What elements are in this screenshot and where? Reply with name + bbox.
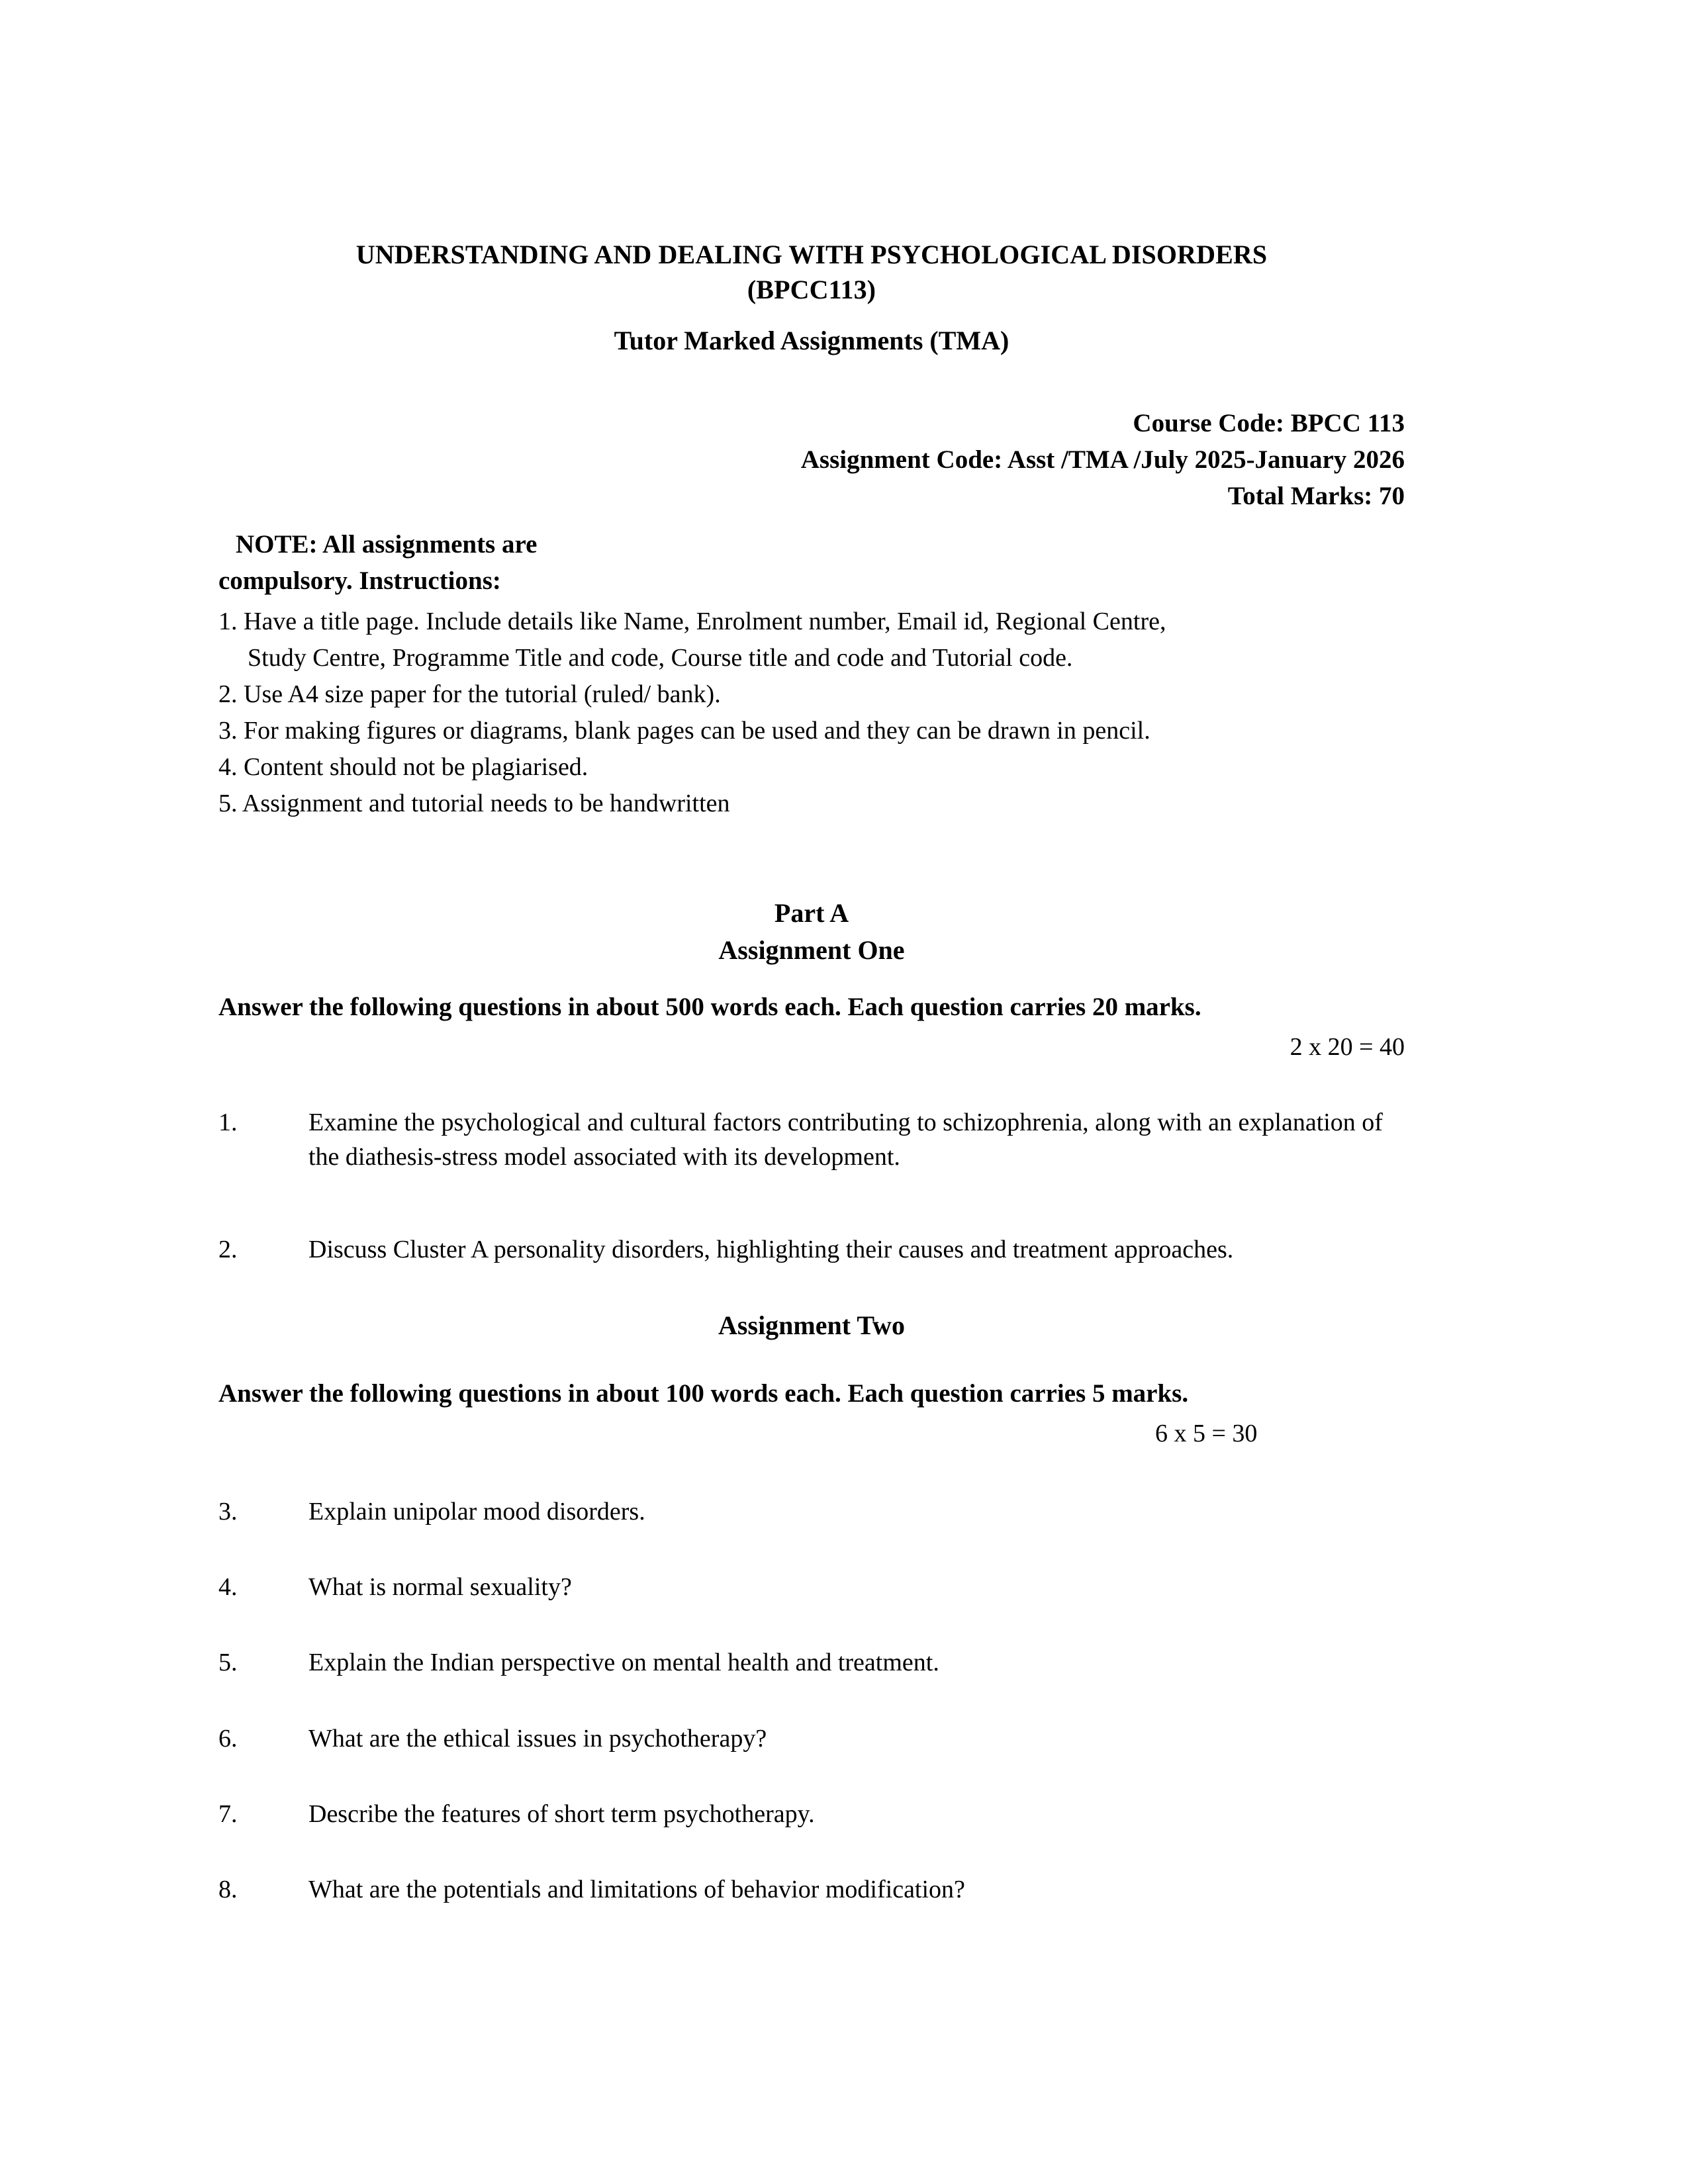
page-title-line1: UNDERSTANDING AND DEALING WITH PSYCHOLOGICAL DISORDERS xyxy=(355,240,1268,269)
part-a-heading xyxy=(218,895,1405,969)
question-text: Explain unipolar mood disorders. xyxy=(308,1498,645,1525)
question-item xyxy=(218,1105,1405,1174)
instruction-item-1: 1. Have a title page. Include details like Name, Enrolment number, Email id, Regional Centre, xyxy=(218,608,1166,635)
question-text: What is normal sexuality? xyxy=(308,1573,572,1601)
instruction-item-4: 4. Content should not be plagiarised. xyxy=(218,753,588,781)
course-code-block xyxy=(218,405,1405,514)
instruction-item-3: 3. For making figures or diagrams, blank pages can be used and they can be drawn in pencil. xyxy=(218,717,1150,745)
note-block xyxy=(218,526,1405,599)
instruction-item-2: 2. Use A4 size paper for the tutorial (ruled/ bank). xyxy=(218,680,721,708)
question-number: 5. xyxy=(218,1649,238,1676)
question-item xyxy=(218,1232,1405,1267)
question-item xyxy=(218,1797,1405,1831)
question-text: Examine the psychological and cultural factors contributing to schizophrenia, along with an explanation of the diathesis-stress model associated with its development. xyxy=(308,1109,1383,1171)
page-title xyxy=(218,237,1405,307)
question-text: Describe the features of short term psychotherapy. xyxy=(308,1800,815,1828)
question-number: 2. xyxy=(218,1236,238,1263)
question-item xyxy=(218,1570,1405,1604)
assignment-one-instruction: Answer the following questions in about 500 words each. Each question carries 20 marks. xyxy=(218,993,1201,1021)
question-item xyxy=(218,1645,1405,1680)
page-subtitle: Tutor Marked Assignments (TMA) xyxy=(614,326,1009,355)
instructions-list xyxy=(218,604,1405,822)
question-number: 3. xyxy=(218,1498,238,1525)
assignment-code: Assignment Code: Asst /TMA /July 2025-January 2026 xyxy=(800,445,1405,474)
question-number: 7. xyxy=(218,1800,238,1828)
note-line-1: NOTE: All assignments are xyxy=(236,530,538,559)
assignment-two-instruction: Answer the following questions in about 100 words each. Each question carries 5 marks. xyxy=(218,1379,1189,1408)
question-number: 4. xyxy=(218,1573,238,1601)
total-marks: Total Marks: 70 xyxy=(1227,482,1405,510)
assignment-one-marks: 2 x 20 = 40 xyxy=(1289,1033,1405,1061)
course-code: Course Code: BPCC 113 xyxy=(1133,409,1405,437)
instruction-item-1-continued: Study Centre, Programme Title and code, Course title and code and Tutorial code. xyxy=(248,644,1073,672)
question-text: Discuss Cluster A personality disorders, highlighting their causes and treatment approaches. xyxy=(308,1236,1234,1263)
question-item xyxy=(218,1872,1405,1907)
question-number: 6. xyxy=(218,1725,238,1752)
note-line-2: compulsory. Instructions: xyxy=(218,567,501,595)
assignment-one-label: Assignment One xyxy=(718,935,905,965)
question-number: 8. xyxy=(218,1876,238,1903)
question-text: What are the ethical issues in psychotherapy? xyxy=(308,1725,767,1752)
question-item xyxy=(218,1494,1405,1529)
question-number: 1. xyxy=(218,1109,238,1136)
instruction-item-5: 5. Assignment and tutorial needs to be handwritten xyxy=(218,790,730,817)
part-a-label: Part A xyxy=(774,898,849,928)
assignment-two-heading: Assignment Two xyxy=(718,1310,905,1340)
question-text: Explain the Indian perspective on mental health and treatment. xyxy=(308,1649,939,1676)
assignment-two-marks: 6 x 5 = 30 xyxy=(1155,1420,1258,1447)
page-title-line2: (BPCC113) xyxy=(747,275,876,304)
question-item xyxy=(218,1721,1405,1756)
question-text: What are the potentials and limitations of behavior modification? xyxy=(308,1876,965,1903)
